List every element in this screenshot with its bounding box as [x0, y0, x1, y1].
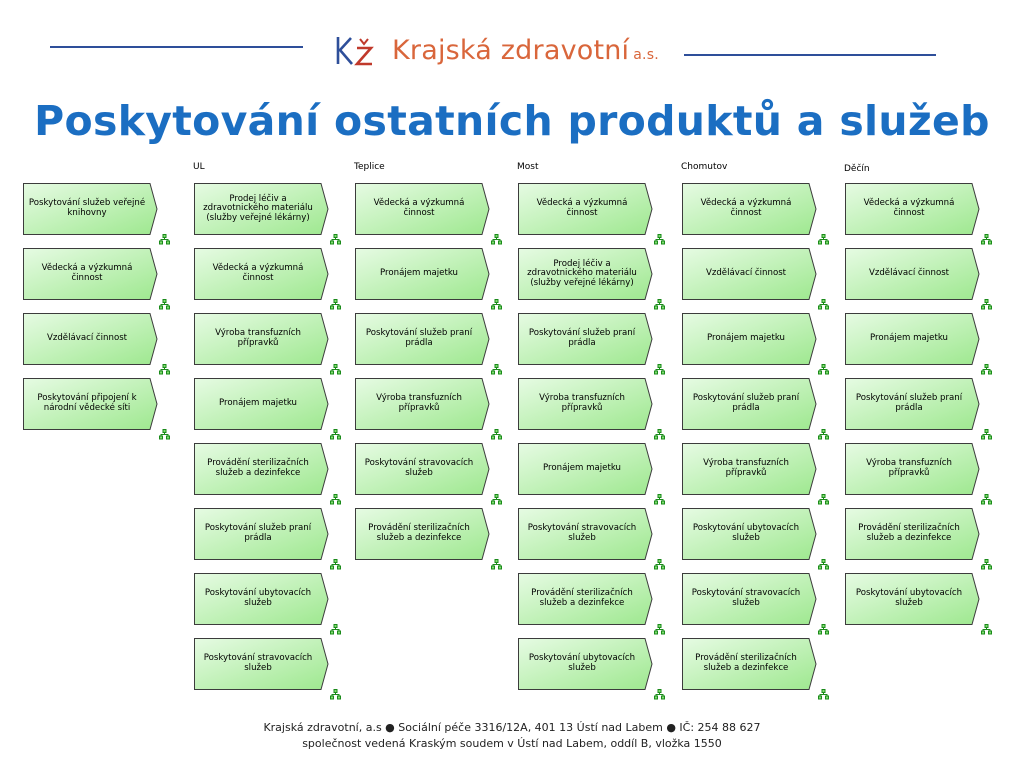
process-node[interactable] — [844, 442, 984, 498]
hierarchy-link-icon[interactable] — [159, 364, 170, 375]
kz-logo-icon — [334, 34, 378, 70]
process-node[interactable] — [193, 637, 333, 693]
process-node-label: Poskytování ubytovacích služeb — [204, 588, 312, 608]
process-node[interactable] — [354, 312, 494, 368]
process-node-label: Poskytování ubytovacích služeb — [692, 523, 800, 543]
column-header: Most — [517, 162, 539, 172]
process-node-label: Výroba transfuzních přípravků — [703, 458, 789, 478]
process-node-label: Výroba transfuzních přípravků — [215, 328, 301, 348]
process-node-label: Poskytování služeb praní prádla — [365, 328, 473, 348]
hierarchy-link-icon[interactable] — [981, 494, 992, 505]
process-node[interactable] — [193, 247, 333, 303]
hierarchy-link-icon[interactable] — [818, 624, 829, 635]
process-node-label: Prodej léčiv a zdravotnického materiálu (služby veřejné lékárny) — [527, 258, 637, 288]
process-node[interactable] — [681, 442, 821, 498]
header-rule-right — [684, 54, 936, 56]
footer-address: Krajská zdravotní, a.s ● Sociální péče 3316/12A, 401 13 Ústí nad Labem ● IČ: 254 88 627 — [263, 721, 761, 734]
process-node-label: Provádění sterilizačních služeb a dezinfekce — [695, 653, 797, 673]
header-rule-left — [50, 46, 303, 48]
process-node-label: Výroba transfuzních přípravků — [539, 393, 625, 413]
hierarchy-link-icon[interactable] — [330, 689, 341, 700]
process-node-label: Poskytování ubytovacích služeb — [855, 588, 963, 608]
hierarchy-link-icon[interactable] — [330, 234, 341, 245]
hierarchy-link-icon[interactable] — [818, 299, 829, 310]
footer-registration: společnost vedená Kraským soudem v Ústí nad Labem, oddíl B, vložka 1550 — [302, 737, 722, 750]
column-header: Teplice — [354, 162, 385, 172]
process-node-label: Vzdělávací činnost — [868, 268, 950, 279]
process-node[interactable] — [193, 312, 333, 368]
hierarchy-link-icon[interactable] — [654, 689, 665, 700]
brand-name-text: Krajská zdravotní — [392, 35, 630, 66]
hierarchy-link-icon[interactable] — [654, 494, 665, 505]
process-node[interactable] — [354, 442, 494, 498]
process-node[interactable] — [844, 312, 984, 368]
hierarchy-link-icon[interactable] — [159, 429, 170, 440]
hierarchy-link-icon[interactable] — [818, 364, 829, 375]
process-node-label: Výroba transfuzních přípravků — [376, 393, 462, 413]
process-node[interactable] — [354, 247, 494, 303]
process-node-label: Výroba transfuzních přípravků — [866, 458, 952, 478]
process-node[interactable] — [517, 507, 657, 563]
hierarchy-link-icon[interactable] — [818, 234, 829, 245]
process-node-label: Vzdělávací činnost — [46, 333, 128, 344]
footer — [0, 720, 1024, 752]
process-node-label: Vědecká a výzkumná činnost — [373, 198, 465, 218]
process-node[interactable] — [681, 247, 821, 303]
hierarchy-link-icon[interactable] — [654, 429, 665, 440]
process-node-label: Provádění sterilizačních služeb a dezinfekce — [858, 523, 960, 543]
process-node-label: Vědecká a výzkumná činnost — [212, 263, 304, 283]
process-node-label: Provádění sterilizačních služeb a dezinfekce — [368, 523, 470, 543]
process-node-label: Poskytování služeb veřejné knihovny — [28, 198, 146, 218]
process-node-label: Pronájem majetku — [707, 333, 785, 344]
hierarchy-link-icon[interactable] — [818, 429, 829, 440]
process-node[interactable] — [517, 637, 657, 693]
hierarchy-link-icon[interactable] — [491, 494, 502, 505]
process-node-label: Poskytování stravovacích služeb — [364, 458, 474, 478]
process-node[interactable] — [354, 377, 494, 433]
process-node[interactable] — [22, 247, 162, 303]
page-title: Poskytování ostatních produktů a služeb — [34, 97, 990, 145]
process-node-label: Prodej léčiv a zdravotnického materiálu (služby veřejné lékárny) — [203, 193, 313, 223]
process-node[interactable] — [517, 377, 657, 433]
process-node-label: Vědecká a výzkumná činnost — [536, 198, 628, 218]
process-node[interactable] — [193, 377, 333, 433]
process-node-label: Vědecká a výzkumná činnost — [41, 263, 133, 283]
hierarchy-link-icon[interactable] — [491, 559, 502, 570]
process-node[interactable] — [681, 377, 821, 433]
process-node-label: Pronájem majetku — [219, 398, 297, 409]
hierarchy-link-icon[interactable] — [981, 559, 992, 570]
hierarchy-link-icon[interactable] — [491, 299, 502, 310]
hierarchy-link-icon[interactable] — [491, 364, 502, 375]
process-node[interactable] — [517, 442, 657, 498]
process-node[interactable] — [844, 377, 984, 433]
hierarchy-link-icon[interactable] — [981, 624, 992, 635]
hierarchy-link-icon[interactable] — [330, 559, 341, 570]
column-header: Chomutov — [681, 162, 728, 172]
hierarchy-link-icon[interactable] — [981, 364, 992, 375]
process-node-label: Pronájem majetku — [380, 268, 458, 279]
process-node[interactable] — [193, 442, 333, 498]
hierarchy-link-icon[interactable] — [159, 299, 170, 310]
process-node[interactable] — [681, 312, 821, 368]
hierarchy-link-icon[interactable] — [818, 559, 829, 570]
hierarchy-link-icon[interactable] — [330, 624, 341, 635]
hierarchy-link-icon[interactable] — [654, 364, 665, 375]
process-node[interactable] — [354, 182, 494, 238]
process-node[interactable] — [681, 507, 821, 563]
process-node[interactable] — [517, 312, 657, 368]
hierarchy-link-icon[interactable] — [654, 234, 665, 245]
process-node-label: Vědecká a výzkumná činnost — [863, 198, 955, 218]
process-node-label: Poskytování služeb praní prádla — [204, 523, 312, 543]
process-node[interactable] — [844, 572, 984, 628]
process-node-label: Provádění sterilizačních služeb a dezinfekce — [531, 588, 633, 608]
process-node[interactable] — [193, 572, 333, 628]
process-node-label: Poskytování stravovacích služeb — [691, 588, 801, 608]
process-node[interactable] — [517, 572, 657, 628]
process-node[interactable] — [517, 182, 657, 238]
process-node-label: Pronájem majetku — [870, 333, 948, 344]
process-node[interactable] — [681, 637, 821, 693]
hierarchy-link-icon[interactable] — [330, 494, 341, 505]
brand-name — [392, 35, 659, 66]
process-node-label: Poskytování ubytovacích služeb — [528, 653, 636, 673]
process-node[interactable] — [22, 182, 162, 238]
process-node-label: Poskytování služeb praní prádla — [692, 393, 800, 413]
hierarchy-link-icon[interactable] — [330, 299, 341, 310]
hierarchy-link-icon[interactable] — [981, 234, 992, 245]
column-header: UL — [193, 162, 205, 172]
process-node-label: Poskytování stravovacích služeb — [527, 523, 637, 543]
process-node-label: Poskytování služeb praní prádla — [528, 328, 636, 348]
process-node[interactable] — [193, 507, 333, 563]
process-node-label: Poskytování stravovacích služeb — [203, 653, 313, 673]
process-node-label: Provádění sterilizačních služeb a dezinfekce — [207, 458, 309, 478]
hierarchy-link-icon[interactable] — [330, 429, 341, 440]
process-node-label: Poskytování připojení k národní vědecké síti — [37, 393, 137, 413]
process-node-label: Vědecká a výzkumná činnost — [700, 198, 792, 218]
process-node[interactable] — [844, 247, 984, 303]
process-node[interactable] — [844, 507, 984, 563]
hierarchy-link-icon[interactable] — [330, 364, 341, 375]
hierarchy-link-icon[interactable] — [818, 689, 829, 700]
hierarchy-link-icon[interactable] — [981, 429, 992, 440]
column-header: Děčín — [844, 164, 870, 174]
hierarchy-link-icon[interactable] — [818, 494, 829, 505]
hierarchy-link-icon[interactable] — [159, 234, 170, 245]
process-node-label: Pronájem majetku — [543, 463, 621, 474]
process-node-label: Poskytování služeb praní prádla — [855, 393, 963, 413]
hierarchy-link-icon[interactable] — [654, 559, 665, 570]
process-node[interactable] — [517, 247, 657, 303]
process-node[interactable] — [681, 572, 821, 628]
hierarchy-link-icon[interactable] — [654, 299, 665, 310]
process-node[interactable] — [844, 182, 984, 238]
hierarchy-link-icon[interactable] — [491, 429, 502, 440]
hierarchy-link-icon[interactable] — [654, 624, 665, 635]
hierarchy-link-icon[interactable] — [981, 299, 992, 310]
process-node[interactable] — [681, 182, 821, 238]
process-node[interactable] — [22, 312, 162, 368]
process-node[interactable] — [22, 377, 162, 433]
process-node-label: Vzdělávací činnost — [705, 268, 787, 279]
process-node[interactable] — [193, 182, 333, 238]
hierarchy-link-icon[interactable] — [491, 234, 502, 245]
brand-suffix: a.s. — [633, 47, 659, 63]
process-node[interactable] — [354, 507, 494, 563]
